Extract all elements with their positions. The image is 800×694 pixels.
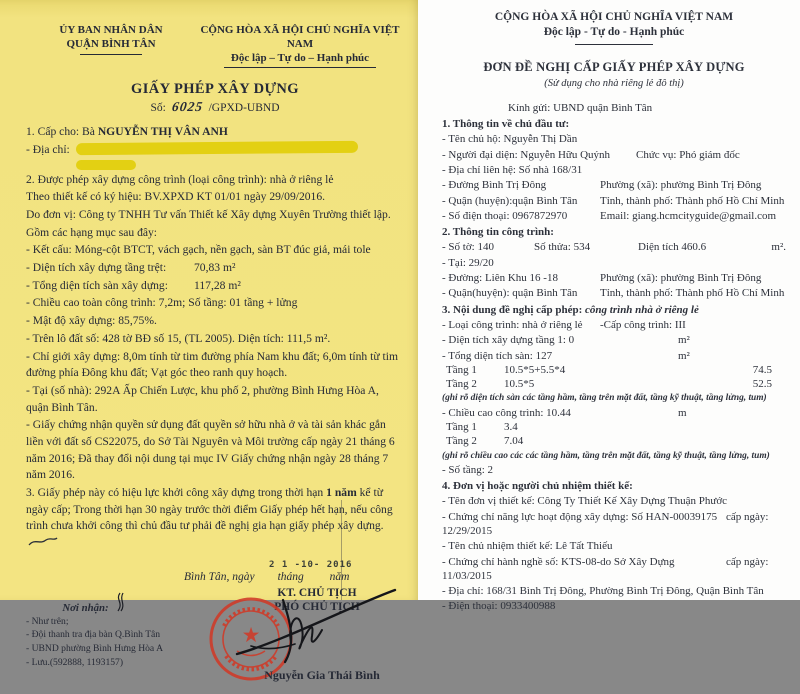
signer-name: Nguyễn Gia Thái Bình — [264, 667, 380, 682]
design-firm-line: - Tên đơn vị thiết kế: Công Ty Thiết Kế Xây Dựng Thuận Phước — [442, 495, 728, 508]
form-subtitle: (Sử dụng cho nhà riêng lẻ đô thị) — [544, 78, 684, 90]
redaction-highlight-blob — [76, 160, 136, 170]
floor1-value: 74.5 — [752, 363, 772, 376]
form-motto-line: Độc lập - Tự do - Hạnh phúc — [543, 25, 685, 38]
plot-value: Số thửa: 534 — [534, 241, 591, 254]
date-stamp: 2 1 -10- 2016 — [269, 559, 353, 570]
site-line: - Tại: 29/20 — [442, 256, 494, 269]
addressed-to-line: Kính gửi: UBND quận Bình Tân — [508, 101, 653, 114]
design-code-line: Theo thiết kế có ký hiệu: BV.XPXD KT 01/01 ngày 29/09/2016. — [26, 190, 326, 204]
floor-count-line: - Số tầng: 2 — [442, 463, 494, 476]
cert1-issue-date: 12/29/2015 — [442, 524, 493, 537]
permit-number-suffix: /GPXD-UBND — [208, 102, 280, 115]
permit-title: GIẤY PHÉP XÂY DỰNG — [131, 81, 299, 98]
section1-heading: 1. Thông tin về chủ đầu tư: — [442, 118, 570, 131]
section3-heading-italic: công trình nhà ở riêng lẻ — [585, 303, 699, 316]
density-line: - Mật độ xây dựng: 85,75%. — [26, 314, 157, 328]
contact-address-line: - Địa chỉ liên hệ: Số nhà 168/31 — [442, 163, 583, 176]
street-line: - Đường Bình Trị Đông Phường (xã): phường Bình Trị Đông — [442, 178, 786, 192]
permit-number-label: Số: — [150, 102, 166, 115]
location-line: - Tại (số nhà): 292A Ấp Chiến Lược, khu phố 2, phường Bình Hưng Hòa A, quận Bình Tân. — [26, 383, 379, 414]
place-date-line: Bình Tân, ngày tháng năm — [184, 570, 350, 583]
floor2-height-row: Tầng 2 7.04 — [446, 435, 524, 448]
issuing-authority — [26, 24, 196, 68]
grantee-name: NGUYỄN THỊ VÂN ANH — [97, 125, 228, 139]
position-value: Chức vụ: Phó giám đốc — [636, 148, 740, 161]
pen-check-icon — [111, 592, 127, 612]
lot-line: - Trên lô đất số: 428 tờ BĐ số 15, (TL 2005). Diện tích: 111,5 m². — [26, 331, 331, 345]
grantee-line: 1. Cấp cho: Bà NGUYỄN THỊ VÂN ANH — [26, 125, 228, 139]
pen-mark-icon — [28, 536, 58, 547]
permit-number-handwritten: 6025 — [170, 99, 204, 115]
permit-application-page — [418, 0, 800, 613]
land-sheet-line: - Số tờ: 140 Số thửa: 534 Diện tích 460.6 m². — [442, 241, 786, 254]
total-floor-area-line: - Tổng diện tích sàn: 127 m² — [442, 349, 786, 363]
validity-line: 3. Giấy phép này có hiệu lực khởi công xây dựng trong thời hạn 1 năm kể từ ngày cấp; Trong thời hạn 30 ngày trước thời điểm Giấy phép hết hạn, nếu công trình chưa khởi công thì chủ đầu tư phải đề nghị gia hạn giấy phép xây dựng. — [26, 485, 404, 552]
redaction-highlight-bar — [76, 141, 358, 155]
recipients-heading: Nơi nhận: — [26, 592, 163, 615]
items-intro-line: Gồm các hạng mục sau đây: — [26, 225, 158, 239]
work-type-line: - Loại công trình: nhà ở riêng lẻ -Cấp công trình: III — [442, 318, 786, 332]
motto-line: Độc lập – Tự do – Hạnh phúc — [230, 51, 370, 64]
certificate-line: - Giấy chứng nhận quyền sử dụng đất quyền sở hữu nhà ở và tài sản khác gắn liền với đất số CS22075, do Sở Tài Nguyên và Môi trường cấp ngày 21 tháng 6 năm 2016; Đã thay đổi nội dung tại mục IV Giấy chứng nhận ngày 28 tháng 7 năm 2016. — [26, 418, 395, 482]
floor1-formula: 10.5*5+5.5*4 — [504, 363, 566, 376]
ground-area-line: - Diện tích xây dựng tầng trệt: 70,83 m² — [26, 260, 404, 277]
city-value: Tỉnh, thành phố: Thành phố Hồ Chí Minh — [600, 194, 785, 207]
owner-line: - Tên chủ hộ: Nguyễn Thị Dần — [442, 133, 578, 146]
signer-title-2: PHÓ CHỦ TỊCH — [274, 600, 360, 613]
height-note: (ghi rõ chiều cao các các tầng hầm, tầng trên mặt đất, tầng kỹ thuật, tầng lửng, tum) — [442, 450, 770, 461]
cert2-issued-label: cấp ngày: — [726, 555, 769, 568]
ground-area-value: 70,83 m² — [194, 261, 236, 275]
signature-scribble-icon — [231, 584, 399, 666]
site-ward-value: Phường (xã): phường Bình Trị Đông — [600, 272, 762, 285]
national-motto-block — [196, 24, 404, 68]
structure-line: - Kết cấu: Móng-cột BTCT, vách gạch, nền gạch, sàn BT đúc giả, mái tole — [26, 243, 371, 257]
permit-header — [26, 24, 404, 68]
floor1-area-line: - Diện tích xây dựng tầng 1: 0 m² — [442, 333, 786, 347]
issuer-line2: QUẬN BÌNH TÂN — [66, 37, 156, 50]
motto-separator — [575, 44, 653, 45]
area-unit: m². — [771, 241, 786, 254]
floor2-height-value: 7.04 — [504, 435, 524, 448]
floor1-height-value: 3.4 — [504, 420, 518, 433]
floor2-area-row: Tầng 2 10.5*5 52.5 — [442, 377, 786, 391]
permit-number-line — [26, 99, 404, 115]
address-line: - Địa chỉ: — [26, 142, 404, 159]
recipient-item: - Như trên; — [26, 615, 69, 627]
issuer-line1: ỦY BAN NHÂN DÂN — [59, 24, 163, 36]
floor1-height-row: Tầng 1 3.4 — [446, 420, 518, 433]
recipients-block — [26, 592, 163, 669]
section2-heading: 2. Thông tin công trình: — [442, 226, 554, 239]
recipient-item: - Lưu.(592888, 1193157) — [26, 656, 124, 668]
section2-heading: 2. Được phép xây dựng công trình (loại công trình): nhà ở riêng lẻ — [26, 172, 334, 186]
issuer-underline — [80, 54, 142, 55]
motto-underline — [224, 67, 376, 68]
page-crease-line — [341, 500, 342, 600]
cert1-issued-label: cấp ngày: — [726, 510, 769, 523]
recipient-item: - UBND phường Bình Hưng Hòa A — [26, 643, 163, 654]
boundary-line: - Chỉ giới xây dựng: 8,0m tính từ tim đường phía Nam khu đất; 6,0m tính từ tim đường phía Đông khu đất; Vạt góc theo ranh quy hoạch. — [26, 349, 398, 380]
district-line: - Quận (huyện):quận Bình Tân Tỉnh, thành phố: Thành phố Hồ Chí Minh — [442, 194, 785, 207]
ward-value: Phường (xã): phường Bình Trị Đông — [600, 179, 762, 192]
email-value: Email: giang.hcmcityguide@gmail.com — [600, 209, 777, 222]
svg-text:★: ★ — [241, 622, 261, 647]
permit-body — [26, 124, 404, 552]
site-city-value: Tỉnh, thành phố: Thành phố Hồ Chí Minh — [600, 287, 785, 300]
phone-line: - Số điện thoại: 0967872970 Email: giang.hcmcityguide@gmail.com — [442, 209, 786, 223]
floor2-formula: 10.5*5 — [504, 378, 535, 391]
design-firm-line: Do đơn vị: Công ty TNHH Tư vấn Thiết kế Xây dựng Xuyên Trường thiết lập. — [26, 208, 391, 221]
total-area-value: 117,28 m² — [194, 278, 241, 292]
cert2-issue-date: 11/03/2015 — [442, 569, 492, 582]
section3-heading: 3. Nội dung đề nghị cấp phép: công trình nhà ở riêng lẻ — [442, 303, 699, 316]
recipient-item: - Đội thanh tra địa bàn Q.Bình Tân — [26, 629, 161, 641]
work-grade-value: -Cấp công trình: III — [600, 318, 686, 331]
area-value: Diện tích 460.6 — [638, 241, 707, 254]
design-lead-line: - Tên chủ nhiệm thiết kế: Lê Tất Thiếu — [442, 540, 613, 553]
floor1-area-row: Tầng 1 10.5*5+5.5*4 74.5 — [442, 363, 786, 377]
signature-block — [26, 556, 404, 694]
height-unit: m — [678, 406, 687, 419]
form-title: ĐƠN ĐỀ NGHỊ CẤP GIẤY PHÉP XÂY DỰNG — [483, 59, 745, 74]
site-district-line: - Quận(huyện): quận Bình Tân Tỉnh, thành phố: Thành phố Hồ Chí Minh — [442, 287, 785, 300]
firm-phone-line: - Điện thoại: 0933400988 — [442, 600, 556, 613]
signer-title-1: KT. CHỦ TỊCH — [277, 586, 357, 599]
representative-line: - Người đại diện: Nguyễn Hữu Quýnh Chức vụ: Phó giám đốc — [442, 148, 786, 162]
practice-cert-line: - Chứng chỉ hành nghề số: KTS-08-do Sở Xây Dựng cấp ngày: — [442, 555, 786, 569]
republic-line: CỘNG HÒA XÃ HỘI CHỦ NGHĨA VIỆT NAM — [200, 24, 400, 50]
floor1-area-unit: m² — [678, 334, 690, 347]
site-street-line: - Đường: Liên Khu 16 -18 Phường (xã): phường Bình Trị Đông — [442, 271, 786, 285]
total-floor-area-unit: m² — [678, 349, 690, 362]
form-republic-line: CỘNG HÒA XÃ HỘI CHỦ NGHĨA VIỆT NAM — [494, 11, 734, 23]
firm-address-line: - Địa chỉ: 168/31 Bình Trị Đông, Phường Bình Trị Đông, Quận Bình Tân — [442, 585, 764, 598]
building-height-line: - Chiều cao công trình: 10.44 m — [442, 406, 786, 420]
area-note: (ghi rõ diện tích sàn các tầng hầm, tầng trên mặt đất, tầng kỹ thuật, tầng lửng, tum) — [442, 393, 767, 404]
height-line: - Chiều cao toàn công trình: 7,2m; Số tầng: 01 tầng + lửng — [26, 296, 298, 310]
section4-heading: 4. Đơn vị hoặc người chủ nhiệm thiết kế: — [442, 480, 633, 493]
capability-cert-line: - Chứng chỉ năng lực hoạt động xây dựng: Số HAN-00039175 cấp ngày: — [442, 510, 786, 524]
floor2-value: 52.5 — [752, 378, 772, 391]
total-area-line: - Tổng diện tích sàn xây dựng: 117,28 m² — [26, 278, 404, 295]
